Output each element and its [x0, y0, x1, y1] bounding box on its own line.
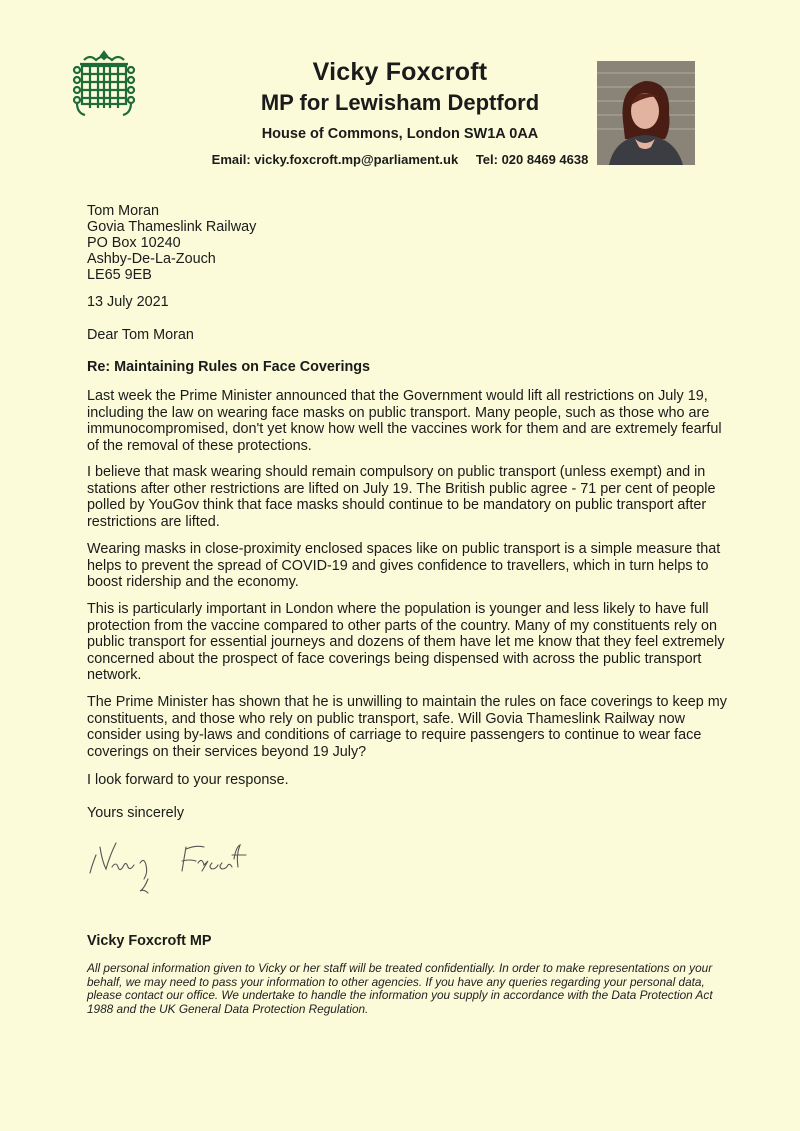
recipient-name: Tom Moran [87, 203, 159, 219]
recipient-address [87, 203, 727, 283]
recipient-town: Ashby-De-La-Zouch [87, 251, 216, 267]
recipient-po-box: PO Box 10240 [87, 235, 181, 251]
salutation: Dear Tom Moran [87, 327, 194, 343]
recipient-postcode: LE65 9EB [87, 267, 152, 283]
body-paragraph: I look forward to your response. [87, 772, 289, 788]
mp-name-heading: Vicky Foxcroft [312, 58, 488, 86]
email-text: Email: vicky.foxcroft.mp@parliament.uk [211, 152, 459, 167]
recipient-organisation: Govia Thameslink Railway [87, 219, 257, 235]
sender-name: Vicky Foxcroft MP [87, 933, 212, 949]
body-paragraph: Wearing masks in close-proximity enclosed spaces like on public transport is a simple measure that helps to prevent the spread of COVID-19 and gives confidence to travellers, which in turn helps to boost ridership and the economy. [87, 541, 721, 590]
letter-date: 13 July 2021 [87, 294, 169, 310]
body-paragraph: Last week the Prime Minister announced that the Government would lift all restrictions on July 19, including the law on wearing face masks on public transport. Many people, such as those who are immunocompromised, don't yet know how well the vaccines work for them and are extremely fearful of the removal of these protections. [87, 388, 722, 454]
body-paragraph: I believe that mask wearing should remain compulsory on public transport (unless exempt) and in stations after other restrictions are lifted on July 19. The British public agree - 71 per cent of people polled by YouGov think that face masks should continue to be mandatory on public transport after restrictions are lifted. [87, 464, 716, 530]
mp-portrait [597, 61, 695, 165]
constituency-heading: MP for Lewisham Deptford [260, 90, 540, 115]
closing-phrase: Yours sincerely [87, 805, 185, 821]
handwritten-signature [82, 833, 282, 903]
subject-line: Re: Maintaining Rules on Face Coverings [87, 359, 371, 375]
phone-text: Tel: 020 8469 4638 [475, 152, 589, 167]
office-address: House of Commons, London SW1A 0AA [261, 126, 539, 142]
body-paragraph: This is particularly important in London where the population is younger and less likely to have full protection from the vaccine compared to other parts of the country. Many of my constituents rely on public transport for essential journeys and dozens of them have let me know that they feel extremely concerned about the prospect of face coverings being dispensed with across the public transport network. [87, 601, 725, 683]
body-paragraph: The Prime Minister has shown that he is unwilling to maintain the rules on face coverings to keep my constituents, and those who rely on public transport, safe. Will Govia Thameslink Railway now consider using by-laws and conditions of carriage to require passengers to continue to wear face coverings on their services beyond 19 July? [87, 694, 727, 760]
privacy-notice: All personal information given to Vicky or her staff will be treated confidentially. In order to make representations on your behalf, we may need to pass your information to other agencies. If you have any queries regarding your personal data, please contact our office. We undertake to handle the information you supply in accordance with the Data Protection Act 1988 and the UK General Data Protection Regulation. [87, 961, 713, 1016]
